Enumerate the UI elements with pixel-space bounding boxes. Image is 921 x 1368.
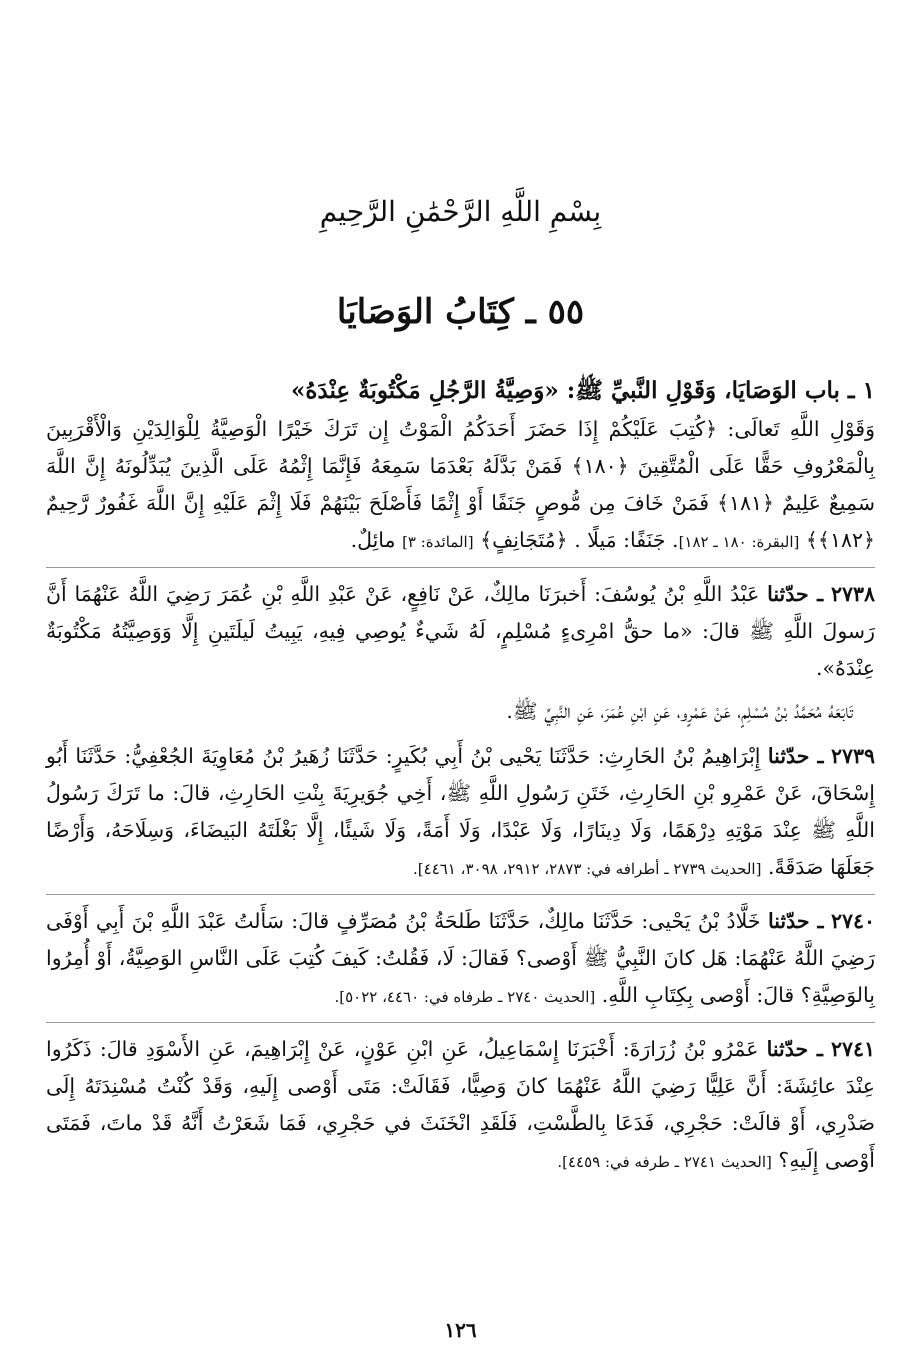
hadith-2740	[46, 903, 875, 1016]
gloss-end: مائِلٌ.	[350, 528, 403, 552]
gloss-text: . جَنَفًا: مَيلًا . ﴿مُتَجَانِفٍ﴾	[480, 528, 679, 552]
hadith-lead: ـ حدّثنا	[767, 582, 824, 606]
hadith-number: ٢٧٣٩	[830, 744, 875, 768]
hadith-cross-reference: [الحديث ٢٧٤١ ـ طرفه في: ٤٤٥٩].	[557, 1153, 772, 1171]
quran-verses: وَقَوْلِ اللَّهِ تَعالَى: ﴿كُتِبَ عَلَيْكُمْ إِذَا حَضَرَ أَحَدَكُمُ الْمَوْتُ إِن تَرَكَ خَيْرًا الْوَصِيَّةُ لِلْوَالِدَيْنِ وَالْأَقْرَبِينَ بِالْمَعْرُوفِ حَقًّا عَلَى الْمُتَّقِينَ ﴿١٨٠﴾ فَمَنْ بَدَّلَهُ بَعْدَمَا سَمِعَهُ فَإِنَّمَا إِثْمُهُ عَلَى الَّذِينَ يُبَدِّلُونَهُ إِنَّ اللَّهَ سَمِيعٌ عَلِيمٌ ﴿١٨١﴾ فَمَنْ خَافَ مِن مُّوصٍ جَنَفًا أَوْ إِثْمًا فَأَصْلَحَ بَيْنَهُمْ فَلَا إِثْمَ عَلَيْهِ إِنَّ اللَّهَ غَفُورٌ رَّحِيمٌ ﴿١٨٢﴾﴾	[46, 417, 876, 552]
tabaah-note: تَابَعَهُ مُحَمَّدُ بْنُ مُسْلِمٍ، عَنْ عَمْرٍو، عَنِ ابْنِ عُمَرَ، عَنِ النَّبِيِّ ﷺ.	[506, 699, 853, 723]
hadith-lead: ـ حدّثنا	[766, 1037, 823, 1061]
hadith-text: عَمْرُو بْنُ زُرَارَةَ: أَخْبَرَنَا إِسْمَاعِيلُ، عَنِ ابْنِ عَوْنٍ، عَنْ إِبْرَاهِيمَ، عَنِ الأَسْوَدِ قالَ: ذَكَرُوا عِنْدَ عائِشَةَ: أَنَّ عَلِيًّا رَضِيَ اللَّهُ عَنْهُمَا كانَ وَصِيًّا، فَقَالَتْ: مَتَى أَوْصى إِلَيهِ، وَقَدْ كُنْتُ مُسْنِدَتَهُ إِلَى صَدْرِي، أَوْ قالَتْ: حَجْرِي، فَدَعَا بِالطَّسْتِ، فَلَقَدِ انْخَنَثَ في حَجْرِي، فَمَا شَعَرْتُ أَنَّهُ قَدْ ماتَ، فَمَتَى أَوْصى إِلَيهِ؟	[46, 1037, 875, 1172]
hadith-text: خَلَّادُ بْنُ يَحْيى: حَدَّثَنَا مالِكٌ، حَدَّثَنَا طَلحَةُ بْنُ مُصَرِّفٍ قالَ: سَأَلتُ عَبْدَ اللَّهِ بْنَ أَبِي أَوْفَى رَضِيَ اللَّهُ عَنْهُمَا: هَل كانَ النَّبِيُّ ﷺ أَوْصى؟ فَقالَ: لَا، فَقُلتُ: كَيفَ كُتِبَ عَلَى النَّاسِ الوَصِيَّةُ، أَوْ أُمِرُوا بِالوَصِيَّةِ؟ قالَ: أَوْصى بِكِتَابِ اللَّهِ.	[46, 909, 875, 1007]
book-title: ٥٥ ـ كِتَابُ الوَصَايَا	[336, 292, 585, 332]
hadith-text: إِبْرَاهِيمُ بْنُ الحَارِثِ: حَدَّثَنَا يَحْيى بْنُ أَبِي بُكَيرٍ: حَدَّثَنَا زُهَيرُ بْنُ مُعَاوِيَةَ الجُعْفِيُّ: حَدَّثَنَا أَبُو إِسْحَاقَ، عَنْ عَمْرِو بْنِ الحَارِثِ، خَتَنِ رَسُولِ اللَّهِ ﷺ، أَخِي جُوَيرِيَةَ بِنْتِ الحَارِثِ، قالَ: ما تَرَكَ رَسُولُ اللَّهِ ﷺ عِنْدَ مَوْتِهِ دِرْهَمًا، وَلَا دِينَارًا، وَلَا عَبْدًا، وَلَا أَمَةً، وَلَا شَيئًا، إِلَّا بَغْلَتَهُ البَيضَاءَ، وَسِلَاحَهُ، وَأَرْضًا جَعَلَهَا صَدَقَةً.	[46, 744, 875, 879]
hadith-number: ٢٧٤١	[830, 1037, 875, 1061]
page-number: ١٢٦	[444, 1318, 477, 1342]
divider	[46, 567, 875, 568]
hadith-number: ٢٧٤٠	[830, 909, 875, 933]
hadith-number: ٢٧٣٨	[830, 582, 875, 606]
hadith-2738	[46, 576, 875, 687]
hadith-2741	[46, 1031, 875, 1181]
book-page	[46, 0, 875, 1368]
divider	[46, 1022, 875, 1023]
quran-reference: [البقرة: ١٨٠ ـ ١٨٢]	[678, 533, 800, 551]
hadith-cross-reference: [الحديث ٢٧٤٠ ـ طرفاه في: ٤٤٦٠، ٥٠٢٢].	[334, 988, 596, 1006]
divider	[46, 894, 875, 895]
hadith-lead: ـ حدّثنا	[767, 744, 824, 768]
hadith-cross-reference: [الحديث ٢٧٣٩ ـ أطرافه في: ٢٨٧٣، ٢٩١٢، ٣٠٩٨، ٤٤٦١].	[413, 860, 762, 878]
basmala: بِسْمِ اللَّهِ الرَّحْمَٰنِ الرَّحِيمِ	[319, 195, 602, 228]
chapter-text	[46, 411, 875, 561]
page-content	[46, 372, 875, 1181]
hadith-text: عَبْدُ اللَّهِ بْنُ يُوسُفَ: أَخبرَنَا مالِكٌ، عَنْ نَافِعٍ، عَنْ عَبْدِ اللَّهِ بْنِ عُمَرَ رَضِيَ اللَّهُ عَنْهُمَا أَنَّ رَسولَ اللَّهِ ﷺ قالَ: «ما حقُّ امْرِىءٍ مُسْلِمٍ، لَهُ شَيءٌ يُوصِي فِيهِ، يَبِيتُ لَيلَتَينِ إِلَّا وَوَصِيَّتُهُ مَكْتُوبَةٌ عِنْدَهُ».	[46, 582, 875, 680]
hadith-lead: ـ حدّثنا	[767, 909, 824, 933]
hadith-2739	[46, 738, 875, 888]
gloss-reference: [المائدة: ٣]	[402, 533, 474, 551]
chapter-heading: ١ ـ باب الوَصَايَا، وَقَوْلِ النَّبيِّ ﷺ: «وَصِيَّةُ الرَّجُلِ مَكْتُوبَةٌ عِنْدَهُ»	[290, 377, 875, 404]
